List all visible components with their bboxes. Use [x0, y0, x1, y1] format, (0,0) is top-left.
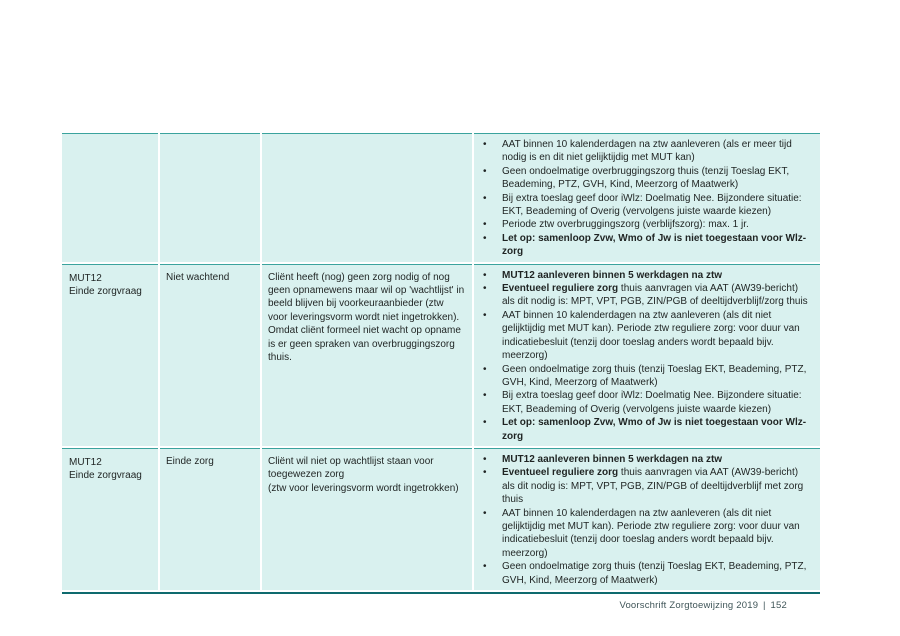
- bullet-text: [502, 269, 820, 282]
- bullet-icon: •: [483, 283, 487, 295]
- bullet-icon: •: [483, 417, 487, 429]
- status-cell: Niet wachtend: [160, 264, 260, 446]
- description-line: Cliënt wil niet op wachtlijst staan voor toegewezen zorg: [268, 455, 434, 481]
- table-row: [62, 448, 820, 590]
- bullet-item: [474, 507, 820, 561]
- bullet-text: [502, 363, 820, 390]
- bullet-item: [474, 466, 820, 506]
- bullet-item: [474, 309, 820, 363]
- bullet-icon: •: [483, 390, 487, 402]
- status-cell: Einde zorg: [160, 448, 260, 590]
- bullet-item: [474, 192, 820, 219]
- bullet-text-segment: Periode ztw overbruggingszorg (verblijfszorg): max. 1 jr.: [502, 219, 749, 231]
- description-cell: [262, 264, 472, 446]
- bullet-item: [474, 138, 820, 165]
- bullet-text-segment: Eventueel reguliere zorg: [502, 467, 619, 479]
- bullet-text: [502, 453, 820, 466]
- mutation-code-cell: [62, 264, 158, 446]
- bullet-item: [474, 232, 820, 259]
- footer-page-number: 152: [770, 600, 787, 611]
- bullet-text-segment: MUT12 aanleveren binnen 5 werkdagen na ztw: [502, 269, 723, 281]
- table-row: [62, 133, 820, 262]
- bullet-item: [474, 282, 820, 309]
- bullet-text-segment: AAT binnen 10 kalenderdagen na ztw aanleveren (als dit niet gelijktijdig met MUT kan). Periode ztw reguliere zorg: voor duur van indicatiebesluit (tenzij door toeslag anders wordt bepaald bijv. meerzorg): [502, 507, 800, 559]
- bullet-text-segment: MUT12 aanleveren binnen 5 werkdagen na ztw: [502, 453, 723, 465]
- bullet-text-segment: Geen ondoelmatige zorg thuis (tenzij Toeslag EKT, Beademing, PTZ, GVH, Kind, Meerzorg of Maatwerk): [502, 561, 807, 586]
- mutation-code-line: MUT12: [69, 456, 102, 468]
- bullet-item: [474, 560, 820, 587]
- bullet-text: [502, 282, 820, 309]
- bullet-text: [502, 416, 820, 443]
- bullet-text: [502, 232, 820, 259]
- bullet-text-segment: Bij extra toeslag geef door iWlz: Doelmatig Nee. Bijzondere situatie: EKT, Beademing of Overig (vervolgens juiste waarde kiezen): [502, 390, 802, 415]
- bullet-text-segment: Bij extra toeslag geef door iWlz: Doelmatig Nee. Bijzondere situatie: EKT, Beademing of Overig (vervolgens juiste waarde kiezen): [502, 192, 802, 218]
- bullet-text-segment: Geen ondoelmatige zorg thuis (tenzij Toeslag EKT, Beademing, PTZ, GVH, Kind, Meerzorg of Maatwerk): [502, 363, 807, 388]
- bullet-icon: •: [483, 219, 487, 231]
- bullet-item: [474, 389, 820, 416]
- bullet-text-segment: thuis aanvragen via AAT (AW39-bericht) als dit nodig is: MPT, VPT, PGB, ZIN/PGB of deeltijdverblijf met zorg thuis: [502, 467, 804, 506]
- description-line: Cliënt heeft (nog) geen zorg nodig of nog geen opnamewens maar wil op 'wachtlijst' in beeld blijven bij voorkeuraanbieder (ztw voor leveringsvorm wordt niet ingetrokken). Omdat cliënt formeel niet wacht op opname is er geen spraken van overbruggingszorg thuis.: [268, 271, 465, 364]
- footer-separator: |: [763, 600, 766, 611]
- bullet-text: [502, 192, 820, 219]
- bullet-icon: •: [483, 192, 487, 204]
- bullet-text-segment: Eventueel reguliere zorg: [502, 283, 619, 295]
- actions-cell: [474, 264, 820, 446]
- bullet-text-segment: AAT binnen 10 kalenderdagen na ztw aanleveren (als dit niet gelijktijdig met MUT kan). Periode ztw reguliere zorg: voor duur van indicatiebesluit (tenzij door toeslag anders wordt bepaald bijv. meerzorg): [502, 309, 800, 362]
- bullet-icon: •: [483, 453, 487, 465]
- mutation-code-line: Einde zorgvraag: [69, 470, 142, 482]
- bullet-text: [502, 165, 820, 192]
- actions-cell: [474, 448, 820, 590]
- mutation-code-cell: [62, 133, 158, 262]
- bullet-icon: •: [483, 232, 487, 244]
- bullet-text-segment: Let op: samenloop Zvw, Wmo of Jw is niet toegestaan voor Wlz-zorg: [502, 232, 807, 258]
- description-line: (ztw voor leveringsvorm wordt ingetrokken): [268, 482, 459, 494]
- bullet-item: [474, 218, 820, 231]
- bullet-item: [474, 416, 820, 443]
- bullet-text-segment: Geen ondoelmatige overbruggingszorg thuis (tenzij Toeslag EKT, Beademing, PTZ, GVH, Kind, Meerzorg of Maatwerk): [502, 165, 790, 191]
- bullet-icon: •: [483, 507, 487, 519]
- page-footer: [618, 600, 788, 611]
- bullet-item: [474, 165, 820, 192]
- mutation-code-line: Einde zorgvraag: [69, 286, 142, 298]
- bullet-icon: •: [483, 139, 487, 150]
- status-cell: [160, 133, 260, 262]
- table-row: [62, 264, 820, 446]
- description-cell: [262, 448, 472, 590]
- bullet-icon: •: [483, 309, 487, 321]
- bullet-text-segment: thuis aanvragen via AAT (AW39-bericht) als dit nodig is: MPT, VPT, PGB, ZIN/PGB of deeltijdverblijf/zorg thuis: [502, 283, 808, 308]
- bullet-icon: •: [483, 561, 487, 573]
- bullet-text: [502, 389, 820, 416]
- bullet-text: [502, 218, 820, 231]
- bullet-icon: •: [483, 165, 487, 177]
- bullet-text-segment: Let op: samenloop Zvw, Wmo of Jw is niet toegestaan voor Wlz-zorg: [502, 417, 807, 442]
- bullet-item: [474, 269, 820, 282]
- bullet-icon: •: [483, 269, 487, 281]
- mutation-code-line: MUT12: [69, 272, 102, 284]
- bullet-text: [502, 560, 820, 587]
- bullet-item: [474, 363, 820, 390]
- bullet-text: [502, 138, 820, 165]
- bullet-text: [502, 507, 820, 561]
- description-cell: [262, 133, 472, 262]
- bullet-text: [502, 466, 820, 506]
- bullet-item: [474, 453, 820, 466]
- footer-doc-title: Voorschrift Zorgtoewijzing 2019: [619, 600, 759, 611]
- mutation-table: [62, 133, 820, 594]
- bullet-icon: •: [483, 467, 487, 479]
- mutation-code-cell: [62, 448, 158, 590]
- actions-cell: [474, 133, 820, 262]
- bullet-icon: •: [483, 363, 487, 375]
- bullet-text-segment: AAT binnen 10 kalenderdagen na ztw aanleveren (als er meer tijd nodig is en dit niet gelijktijdig met MUT kan): [502, 139, 792, 164]
- table-bottom-border: [62, 592, 820, 594]
- bullet-text: [502, 309, 820, 363]
